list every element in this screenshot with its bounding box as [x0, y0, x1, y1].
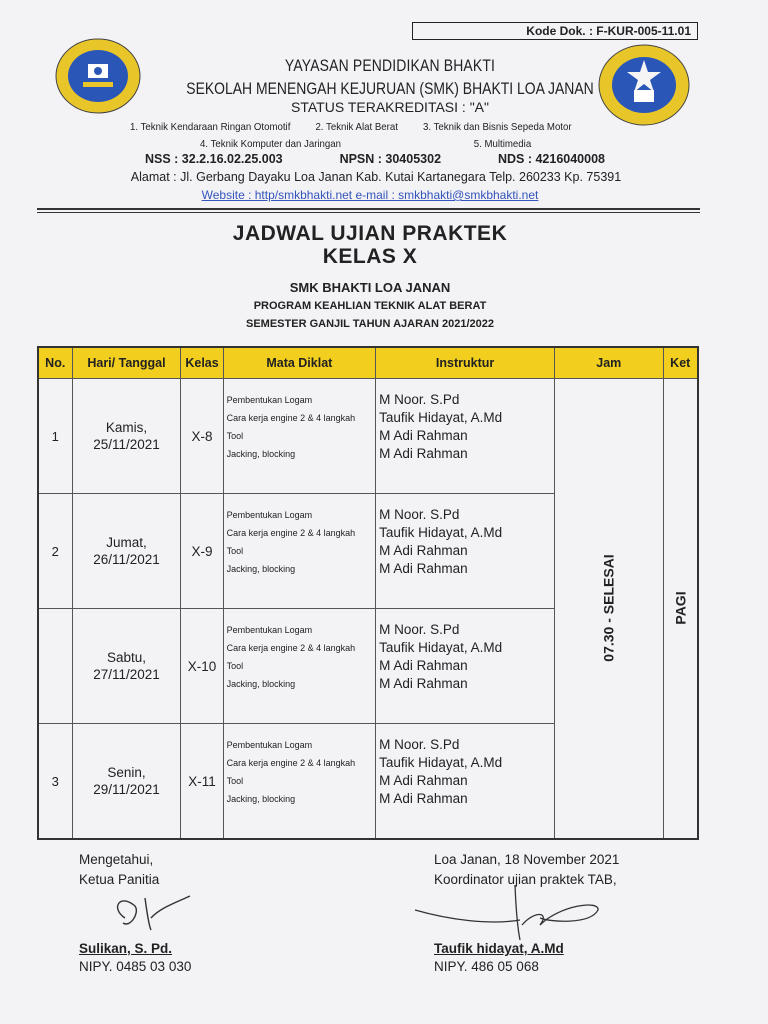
instructor: Taufik Hidayat, A.Md — [379, 525, 503, 540]
program-item: 5. Multimedia — [473, 138, 532, 150]
signature-right — [410, 880, 610, 950]
instructor: M Adi Rahman — [379, 658, 468, 673]
cell-kelas: X-10 — [181, 609, 223, 724]
sign-label: Mengetahui, — [79, 852, 154, 867]
subtitle-school: SMK BHAKTI LOA JANAN — [289, 280, 451, 295]
instructor: M Adi Rahman — [379, 791, 468, 806]
subtitle-semester: SEMESTER GANJIL TAHUN AJARAN 2021/2022 — [246, 318, 494, 330]
day: Senin, — [107, 765, 146, 780]
table-header-row — [38, 347, 698, 379]
cell-kelas: X-11 — [181, 724, 223, 840]
sign-role: Ketua Panitia — [79, 872, 160, 887]
cell-no: 3 — [38, 724, 72, 840]
subject: Cara kerja engine 2 & 4 langkah — [226, 758, 356, 768]
program-item: 3. Teknik dan Bisnis Sepeda Motor — [423, 121, 572, 133]
cell-no: 2 — [38, 494, 72, 609]
cell-mata — [223, 724, 376, 840]
subject: Jacking, blocking — [226, 794, 296, 804]
cell-instruktur — [376, 609, 555, 724]
day: Jumat, — [106, 535, 147, 550]
subject: Jacking, blocking — [226, 449, 296, 459]
website-link[interactable]: Website : http/smkbhakti.net e-mail : smkbhakti@smkbhakti.net — [201, 188, 539, 202]
subject: Tool — [226, 661, 244, 671]
foundation-name: YAYASAN PENDIDIKAN BHAKTI — [284, 56, 496, 75]
col-header-instruktur: Instruktur — [376, 347, 555, 379]
instructor: M Noor. S.Pd — [379, 507, 460, 522]
program-item: 4. Teknik Komputer dan Jaringan — [200, 138, 342, 150]
schedule-class: KELAS X — [322, 245, 418, 268]
day: Sabtu, — [106, 650, 146, 665]
table-row — [38, 379, 698, 494]
instructor: M Noor. S.Pd — [379, 392, 460, 407]
program-item: 2. Teknik Alat Berat — [315, 121, 398, 133]
accreditation-status: STATUS TERAKREDITASI : "A" — [291, 99, 489, 115]
subject: Cara kerja engine 2 & 4 langkah — [226, 643, 356, 653]
cell-no: 1 — [38, 379, 72, 494]
document-code: Kode Dok. : F-KUR-005-11.01 — [412, 22, 698, 40]
website-line — [170, 188, 570, 202]
col-header-kelas: Kelas — [181, 347, 223, 379]
cell-date — [72, 724, 181, 840]
instructor: M Adi Rahman — [379, 428, 468, 443]
cell-date — [72, 379, 181, 494]
nss: NSS : 32.2.16.02.25.003 — [145, 152, 283, 166]
cell-mata — [223, 494, 376, 609]
cell-instruktur — [376, 379, 555, 494]
header-divider — [37, 208, 700, 210]
instructor: Taufik Hidayat, A.Md — [379, 640, 503, 655]
col-header-ket: Ket — [663, 347, 698, 379]
subject: Pembentukan Logam — [226, 395, 313, 405]
instructor: M Adi Rahman — [379, 676, 468, 691]
programs-line-2 — [200, 138, 531, 150]
instructor: M Noor. S.Pd — [379, 622, 460, 637]
cell-mata — [223, 379, 376, 494]
school-name: SEKOLAH MENENGAH KEJURUAN (SMK) BHAKTI LOA JANAN — [186, 79, 594, 98]
subject: Pembentukan Logam — [226, 740, 313, 750]
signature-block-left — [79, 850, 159, 890]
cell-kelas: X-9 — [181, 494, 223, 609]
nds: NDS : 4216040008 — [497, 152, 605, 166]
cell-instruktur — [376, 494, 555, 609]
instructor: M Adi Rahman — [379, 773, 468, 788]
npsn: NPSN : 30405302 — [339, 152, 442, 166]
date: 25/11/2021 — [93, 437, 160, 452]
jam-text: 07.30 - SELESAI — [600, 553, 617, 662]
date: 26/11/2021 — [93, 552, 160, 567]
date: 27/11/2021 — [93, 667, 160, 682]
school-identifiers — [145, 152, 605, 166]
cell-ket — [663, 379, 698, 840]
signature-left — [105, 888, 195, 938]
subject: Cara kerja engine 2 & 4 langkah — [226, 528, 356, 538]
header-divider-thin — [37, 212, 700, 213]
subject: Tool — [226, 431, 244, 441]
cell-instruktur — [376, 724, 555, 840]
cell-jam — [555, 379, 663, 840]
signer-nipy-right: NIPY. 486 05 068 — [434, 959, 539, 974]
instructor: M Adi Rahman — [379, 446, 468, 461]
cell-no — [38, 609, 72, 724]
col-header-jam: Jam — [555, 347, 663, 379]
signer-nipy-left: NIPY. 0485 03 030 — [79, 959, 192, 974]
col-header-mata: Mata Diklat — [223, 347, 376, 379]
signer-name-left: Sulikan, S. Pd. — [79, 941, 173, 956]
subject: Tool — [226, 546, 244, 556]
cell-date — [72, 494, 181, 609]
subject: Jacking, blocking — [226, 564, 296, 574]
program-item: 1. Teknik Kendaraan Ringan Otomotif — [130, 121, 291, 133]
instructor: M Adi Rahman — [379, 561, 468, 576]
ket-text: PAGI — [672, 590, 689, 625]
subject: Jacking, blocking — [226, 679, 296, 689]
date: 29/11/2021 — [93, 782, 160, 797]
subtitle-program: PROGRAM KEAHLIAN TEKNIK ALAT BERAT — [253, 300, 487, 312]
instructor: M Adi Rahman — [379, 543, 468, 558]
col-header-date: Hari/ Tanggal — [72, 347, 181, 379]
signer-name-right: Taufik hidayat, A.Md — [434, 941, 564, 956]
instructor: Taufik Hidayat, A.Md — [379, 755, 503, 770]
day: Kamis, — [105, 420, 148, 435]
subject: Tool — [226, 776, 244, 786]
programs-line-1 — [130, 121, 572, 133]
sign-role: Koordinator ujian praktek TAB, — [434, 872, 617, 887]
subject: Cara kerja engine 2 & 4 langkah — [226, 413, 356, 423]
subject: Pembentukan Logam — [226, 510, 313, 520]
sign-place-date: Loa Janan, 18 November 2021 — [434, 852, 620, 867]
instructor: M Noor. S.Pd — [379, 737, 460, 752]
instructor: Taufik Hidayat, A.Md — [379, 410, 503, 425]
cell-mata — [223, 609, 376, 724]
cell-date — [72, 609, 181, 724]
subject: Pembentukan Logam — [226, 625, 313, 635]
schedule-table — [37, 346, 699, 840]
col-header-no: No. — [38, 347, 72, 379]
cell-kelas: X-8 — [181, 379, 223, 494]
schedule-title: JADWAL UJIAN PRAKTEK — [232, 222, 508, 245]
address: Alamat : Jl. Gerbang Dayaku Loa Janan Kab. Kutai Kartanegara Telp. 260233 Kp. 75391 — [130, 170, 622, 184]
